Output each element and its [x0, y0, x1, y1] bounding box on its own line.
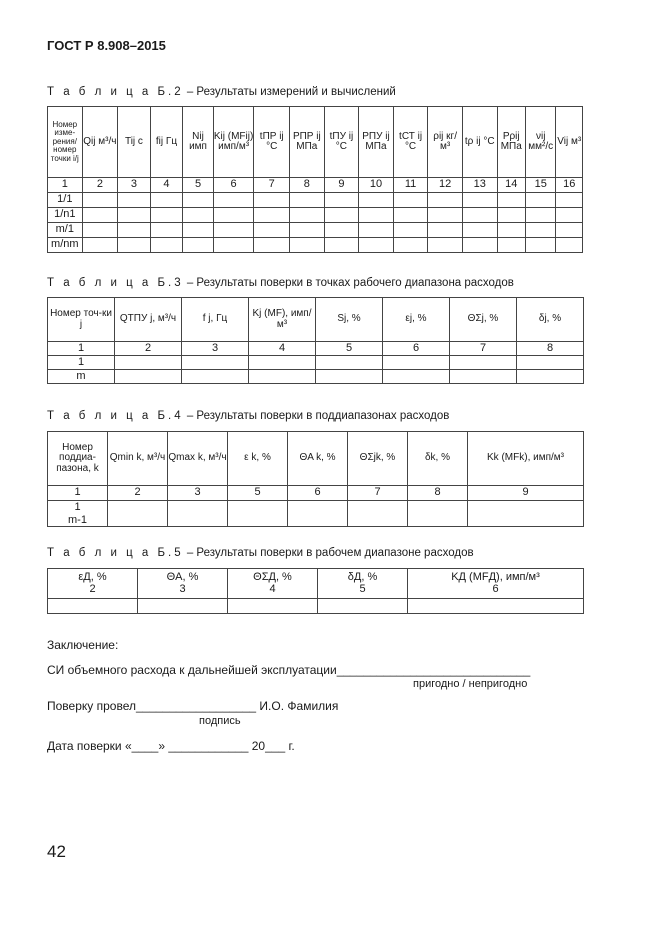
t5-head-cell	[318, 569, 408, 599]
t2-header-8: tПУ ij °С	[324, 107, 359, 178]
t3-header-5: εj, %	[383, 298, 450, 342]
t2-num: 9	[324, 178, 359, 193]
t4-row-label: m-1	[68, 513, 87, 526]
conclusion-line-2: Поверку провел__________________ И.О. Фамилия	[47, 699, 339, 713]
t5-num: 5	[359, 582, 366, 595]
t4-num: 9	[468, 486, 584, 501]
t5-num: 2	[89, 582, 96, 595]
t2-num: 7	[254, 178, 290, 193]
t2-num: 10	[359, 178, 394, 193]
t4-header-2: Qmax k, м³/ч	[168, 432, 228, 486]
t5-head-cell	[228, 569, 318, 599]
conclusion-title: Заключение:	[47, 638, 119, 652]
t5-header: εД, %	[78, 570, 107, 583]
t4-header-1: Qmin k, м³/ч	[108, 432, 168, 486]
t2-num: 8	[290, 178, 325, 193]
t4-num: 8	[408, 486, 468, 501]
t4-num: 5	[228, 486, 288, 501]
t3-header-7: δj, %	[517, 298, 584, 342]
t3-row-label: m	[48, 370, 115, 384]
t3-num: 2	[115, 342, 182, 356]
t4-header-7: Kk (MFk), имп/м³	[468, 432, 584, 486]
t4-num: 7	[348, 486, 408, 501]
t4-header-6: δk, %	[408, 432, 468, 486]
t2-row-label: 1/1	[48, 193, 83, 208]
t2-num: 12	[428, 178, 463, 193]
t2-header-1: Qij м³/ч	[82, 107, 118, 178]
caption-text: – Результаты поверки в рабочем диапазоне расходов	[183, 547, 474, 559]
table-b5	[47, 568, 584, 614]
t5-head-cell	[48, 569, 138, 599]
t2-header-5: Kij (MFij) имп/м³	[213, 107, 254, 178]
t3-num: 4	[249, 342, 316, 356]
t3-header-1: QТПУ j, м³/ч	[115, 298, 182, 342]
conclusion-line-1-sub: пригодно / непригодно	[413, 678, 528, 690]
t4-num: 6	[288, 486, 348, 501]
t3-header-6: ΘΣj, %	[450, 298, 517, 342]
t5-header: ΘΣД, %	[253, 570, 292, 583]
caption-prefix: Т а б л и ц а Б.3	[47, 277, 184, 289]
caption-prefix: Т а б л и ц а Б.5	[47, 547, 184, 559]
t4-num: 1	[48, 486, 108, 501]
t5-header: δД, %	[347, 570, 378, 583]
t2-header-3: fij Гц	[150, 107, 183, 178]
t2-header-4: Nij имп	[183, 107, 214, 178]
t2-header-6: tПР ij °С	[254, 107, 290, 178]
conclusion-line-3: Дата поверки «____» ____________ 20___ г.	[47, 739, 295, 753]
t4-row-label: 1	[74, 501, 81, 514]
caption-text: – Результаты поверки в точках рабочего диапазона расходов	[183, 277, 514, 289]
t2-num: 14	[497, 178, 525, 193]
t4-header-3: ε k, %	[228, 432, 288, 486]
t2-row-label: 1/n1	[48, 208, 83, 223]
t2-num: 4	[150, 178, 183, 193]
t2-num: 16	[556, 178, 583, 193]
table-b2-caption	[47, 86, 396, 98]
t2-num: 5	[183, 178, 214, 193]
t4-header-0: Номер поддиа-пазона, k	[48, 432, 108, 486]
t4-row-labels	[48, 501, 108, 527]
table-b3-caption	[47, 277, 514, 289]
t2-num: 2	[82, 178, 118, 193]
t2-num: 11	[393, 178, 428, 193]
t3-header-2: f j, Гц	[182, 298, 249, 342]
document-header: ГОСТ Р 8.908–2015	[47, 38, 166, 53]
t2-row-label: m/1	[48, 223, 83, 238]
t2-header-2: Tij с	[118, 107, 151, 178]
t3-header-0: Номер точ-ки j	[48, 298, 115, 342]
conclusion-line-1: СИ объемного расхода к дальнейшей эксплуатации_____________________________	[47, 663, 531, 677]
caption-prefix: Т а б л и ц а Б.4	[47, 410, 184, 422]
t2-header-14: νij мм²/с	[525, 107, 556, 178]
t2-header-12: tρ ij °С	[462, 107, 497, 178]
t2-header-7: PПР ij МПа	[290, 107, 325, 178]
t4-num: 2	[108, 486, 168, 501]
t4-num: 3	[168, 486, 228, 501]
t5-num: 4	[269, 582, 276, 595]
t4-header-4: ΘA k, %	[288, 432, 348, 486]
page-number: 42	[47, 842, 66, 861]
t5-header: ΘА, %	[166, 570, 199, 583]
t3-header-4: Sj, %	[316, 298, 383, 342]
t3-num: 3	[182, 342, 249, 356]
t3-num: 8	[517, 342, 584, 356]
t2-num: 3	[118, 178, 151, 193]
t5-header: KД (MFД), имп/м³	[451, 570, 540, 583]
conclusion-line-2-sub: подпись	[199, 715, 241, 727]
t5-num: 3	[179, 582, 186, 595]
t2-header-9: PПУ ij МПа	[359, 107, 394, 178]
t5-head-cell	[408, 569, 584, 599]
table-b4	[47, 431, 584, 527]
t2-num: 6	[213, 178, 254, 193]
t3-num: 6	[383, 342, 450, 356]
t3-num: 1	[48, 342, 115, 356]
table-b4-caption	[47, 410, 449, 422]
t2-row-label: m/nm	[48, 238, 83, 253]
t4-header-5: ΘΣjk, %	[348, 432, 408, 486]
t3-header-3: Kj (MF), имп/м³	[249, 298, 316, 342]
t3-row-label: 1	[48, 356, 115, 370]
t5-head-cell	[138, 569, 228, 599]
t2-header-0: Номер изме-рения/ номер точки i/j	[48, 107, 83, 178]
caption-text: – Результаты измерений и вычислений	[183, 86, 396, 98]
t2-header-10: tСТ ij °С	[393, 107, 428, 178]
t3-num: 7	[450, 342, 517, 356]
t2-num: 15	[525, 178, 556, 193]
t2-header-11: ρij кг/м³	[428, 107, 463, 178]
t2-header-15: Vij м³	[556, 107, 583, 178]
table-b3	[47, 297, 584, 384]
table-b5-caption	[47, 547, 474, 559]
t2-num: 1	[48, 178, 83, 193]
t3-num: 5	[316, 342, 383, 356]
t5-num: 6	[492, 582, 499, 595]
caption-text: – Результаты поверки в поддиапазонах расходов	[183, 410, 450, 422]
t2-header-13: Pρij МПа	[497, 107, 525, 178]
t2-num: 13	[462, 178, 497, 193]
caption-prefix: Т а б л и ц а Б.2	[47, 86, 184, 98]
table-b2	[47, 106, 583, 253]
